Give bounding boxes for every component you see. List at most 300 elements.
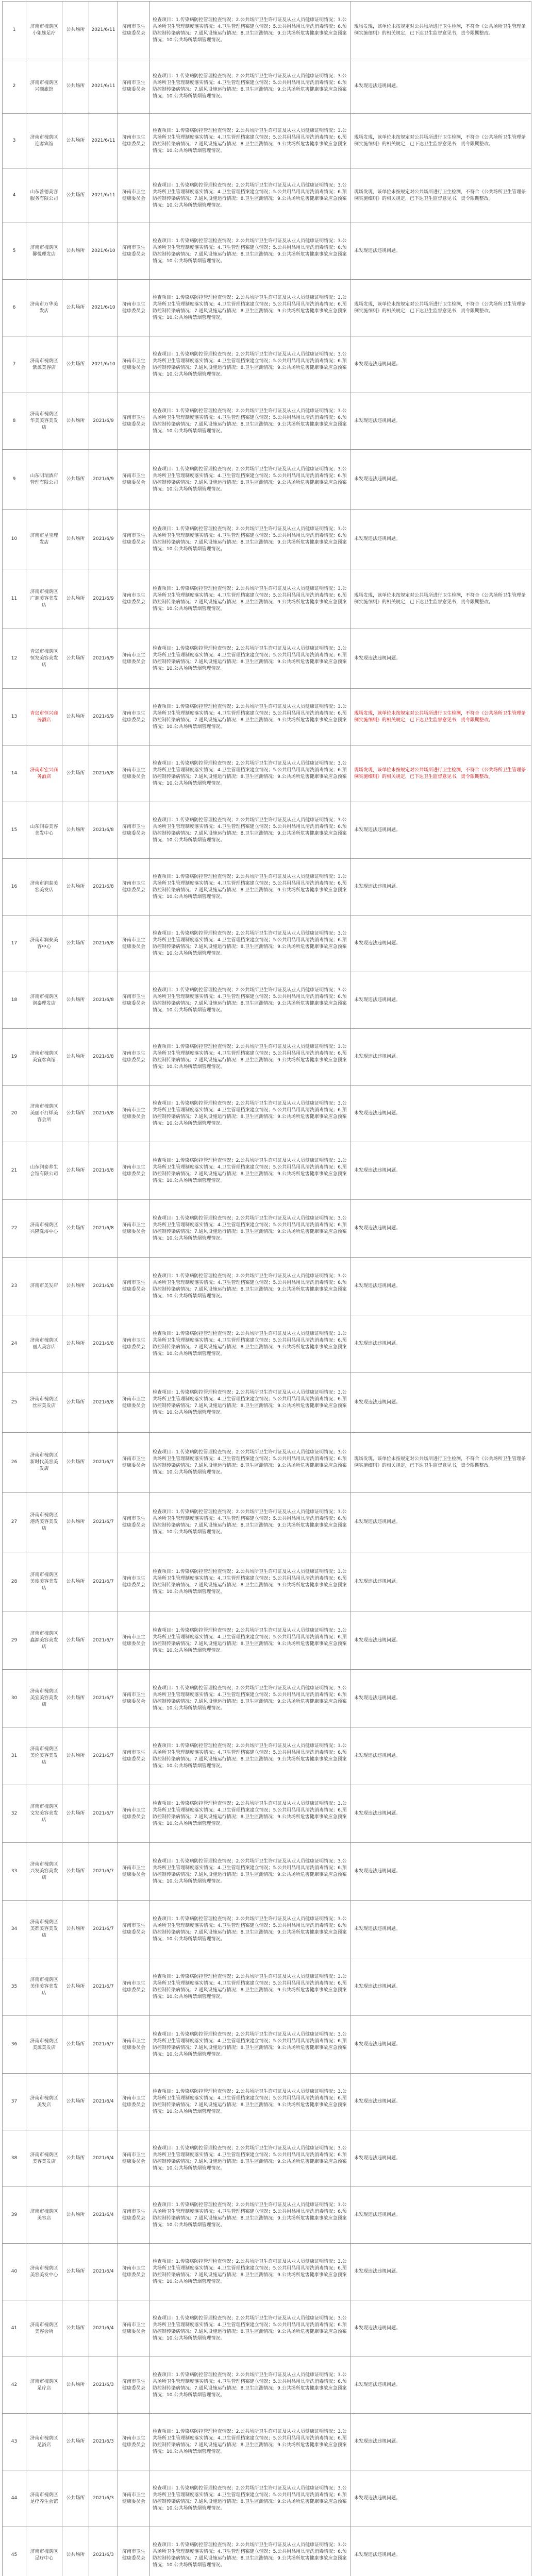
business-type: 公共场所: [62, 1315, 89, 1373]
business-type: 公共场所: [62, 2527, 89, 2576]
business-name: 济南市槐荫区港湾美容美发店: [26, 1493, 62, 1552]
business-name: 济南市槐荫区馨悦理发店: [26, 223, 62, 280]
inspection-date: 2021/6/8: [89, 1142, 118, 1200]
table-body: [3, 2, 531, 2576]
inspecting-agency: 济南市卫生健康委员会: [118, 2470, 150, 2527]
row-number: 39: [3, 2187, 26, 2244]
business-type: 公共场所: [62, 1373, 89, 1433]
table-row: [3, 1200, 531, 1258]
inspection-result: 未发现违法违规问题。: [351, 2527, 531, 2576]
inspection-date: 2021/6/8: [89, 802, 118, 859]
inspection-date: 2021/6/8: [89, 972, 118, 1029]
row-number: 16: [3, 859, 26, 916]
inspection-result: 未发现违法违规问题。: [351, 223, 531, 280]
inspecting-agency: 济南市卫生健康委员会: [118, 1901, 150, 1958]
row-number: 19: [3, 1029, 26, 1086]
inspection-date: 2021/6/7: [89, 1785, 118, 1843]
inspection-date: 2021/6/4: [89, 2187, 118, 2244]
table-row: [3, 1612, 531, 1670]
table-row: [3, 2016, 531, 2074]
inspection-result: 未发现违法违规问题。: [351, 450, 531, 510]
row-number: 11: [3, 569, 26, 629]
business-type: 公共场所: [62, 168, 89, 223]
inspection-result: 未发现违法违规问题。: [351, 859, 531, 916]
inspection-date: 2021/6/8: [89, 1373, 118, 1433]
row-number: 33: [3, 1843, 26, 1901]
table-row: [3, 859, 531, 916]
business-name: 济南市槐荫区丽人美容店: [26, 1315, 62, 1373]
inspection-date: 2021/6/9: [89, 689, 118, 745]
inspection-result: 未发现违法违规问题。: [351, 629, 531, 689]
row-number: 44: [3, 2470, 26, 2527]
inspection-content: 检查项目：1.传染病防控管理检查情况；2.公共场所卫生许可证及从业人员健康证明情况；3.公共场所卫生管理制度落实情况；4.卫生管理档案建立情况；5.公共用品用具清洗消毒情况；6.预防控制传染病情况；7.通风设施运行情况；8.卫生监测情况；9.公共场所危害健康事故应急预案情况；10.公共场所禁烟管理情况。: [150, 510, 351, 569]
table-row: [3, 2527, 531, 2576]
inspecting-agency: 济南市卫生健康委员会: [118, 569, 150, 629]
row-number: 12: [3, 629, 26, 689]
table-row: [3, 689, 531, 745]
inspection-content: 检查项目：1.传染病防控管理检查情况；2.公共场所卫生许可证及从业人员健康证明情况；3.公共场所卫生管理制度落实情况；4.卫生管理档案建立情况；5.公共用品用具清洗消毒情况；6.预防控制传染病情况；7.通风设施运行情况；8.卫生监测情况；9.公共场所危害健康事故应急预案情况；10.公共场所禁烟管理情况。: [150, 1258, 351, 1315]
business-type: 公共场所: [62, 1785, 89, 1843]
inspection-content: 检查项目：1.传染病防控管理检查情况；2.公共场所卫生许可证及从业人员健康证明情况；3.公共场所卫生管理制度落实情况；4.卫生管理档案建立情况；5.公共用品用具清洗消毒情况；6.预防控制传染病情况；7.通风设施运行情况；8.卫生监测情况；9.公共场所危害健康事故应急预案情况；10.公共场所禁烟管理情况。: [150, 450, 351, 510]
inspection-date: 2021/6/7: [89, 1433, 118, 1493]
inspection-content: 检查项目：1.传染病防控管理检查情况；2.公共场所卫生许可证及从业人员健康证明情况；3.公共场所卫生管理制度落实情况；4.卫生管理档案建立情况；5.公共用品用具清洗消毒情况；6.预防控制传染病情况；7.通风设施运行情况；8.卫生监测情况；9.公共场所危害健康事故应急预案情况；10.公共场所禁烟管理情况。: [150, 2357, 351, 2414]
inspecting-agency: 济南市卫生健康委员会: [118, 1433, 150, 1493]
table-row: [3, 510, 531, 569]
inspecting-agency: 济南市卫生健康委员会: [118, 393, 150, 450]
inspection-date: 2021/6/11: [89, 2, 118, 59]
inspecting-agency: 济南市卫生健康委员会: [118, 1315, 150, 1373]
inspecting-agency: 济南市卫生健康委员会: [118, 916, 150, 972]
inspection-date: 2021/6/10: [89, 280, 118, 336]
inspection-result: 未发现违法违规问题。: [351, 802, 531, 859]
business-type: 公共场所: [62, 2, 89, 59]
business-name: 济南市宏兴商务酒店: [26, 745, 62, 802]
inspection-date: 2021/6/8: [89, 859, 118, 916]
business-type: 公共场所: [62, 859, 89, 916]
inspection-date: 2021/6/8: [89, 1029, 118, 1086]
business-type: 公共场所: [62, 1901, 89, 1958]
table-row: [3, 1142, 531, 1200]
business-type: 公共场所: [62, 802, 89, 859]
inspection-result: 未发现违法违规问题。: [351, 1086, 531, 1142]
inspecting-agency: 济南市卫生健康委员会: [118, 2130, 150, 2187]
inspection-result: 未发现违法违规问题。: [351, 2187, 531, 2244]
inspection-content: 检查项目：1.传染病防控管理检查情况；2.公共场所卫生许可证及从业人员健康证明情况；3.公共场所卫生管理制度落实情况；4.卫生管理档案建立情况；5.公共用品用具清洗消毒情况；6.预防控制传染病情况；7.通风设施运行情况；8.卫生监测情况；9.公共场所危害健康事故应急预案情况；10.公共场所禁烟管理情况。: [150, 1086, 351, 1142]
inspection-result: 未发现违法违规问题。: [351, 1843, 531, 1901]
business-type: 公共场所: [62, 1843, 89, 1901]
inspection-date: 2021/6/7: [89, 1901, 118, 1958]
business-type: 公共场所: [62, 223, 89, 280]
inspecting-agency: 济南市卫生健康委员会: [118, 280, 150, 336]
business-name: 济南市槐荫区华美美容美发店: [26, 393, 62, 450]
inspection-content: 检查项目：1.传染病防控管理检查情况；2.公共场所卫生许可证及从业人员健康证明情况；3.公共场所卫生管理制度落实情况；4.卫生管理档案建立情况；5.公共用品用具清洗消毒情况；6.预防控制传染病情况；7.通风设施运行情况；8.卫生监测情况；9.公共场所危害健康事故应急预案情况；10.公共场所禁烟管理情况。: [150, 802, 351, 859]
inspecting-agency: 济南市卫生健康委员会: [118, 223, 150, 280]
row-number: 30: [3, 1670, 26, 1727]
inspection-content: 检查项目：1.传染病防控管理检查情况；2.公共场所卫生许可证及从业人员健康证明情况；3.公共场所卫生管理制度落实情况；4.卫生管理档案建立情况；5.公共用品用具清洗消毒情况；6.预防控制传染病情况；7.通风设施运行情况；8.卫生监测情况；9.公共场所危害健康事故应急预案情况；10.公共场所禁烟管理情况。: [150, 859, 351, 916]
table-row: [3, 1785, 531, 1843]
row-number: 26: [3, 1433, 26, 1493]
row-number: 15: [3, 802, 26, 859]
business-type: 公共场所: [62, 1086, 89, 1142]
table-row: [3, 1315, 531, 1373]
inspection-content: 检查项目：1.传染病防控管理检查情况；2.公共场所卫生许可证及从业人员健康证明情况；3.公共场所卫生管理制度落实情况；4.卫生管理档案建立情况；5.公共用品用具清洗消毒情况；6.预防控制传染病情况；7.通风设施运行情况；8.卫生监测情况；9.公共场所危害健康事故应急预案情况；10.公共场所禁烟管理情况。: [150, 223, 351, 280]
inspection-date: 2021/6/3: [89, 2527, 118, 2576]
inspection-date: 2021/6/11: [89, 168, 118, 223]
inspection-content: 检查项目：1.传染病防控管理检查情况；2.公共场所卫生许可证及从业人员健康证明情况；3.公共场所卫生管理制度落实情况；4.卫生管理档案建立情况；5.公共用品用具清洗消毒情况；6.预防控制传染病情况；7.通风设施运行情况；8.卫生监测情况；9.公共场所危害健康事故应急预案情况；10.公共场所禁烟管理情况。: [150, 1493, 351, 1552]
table-row: [3, 2130, 531, 2187]
business-type: 公共场所: [62, 745, 89, 802]
business-name: 济南市星宝理发店: [26, 510, 62, 569]
table-row: [3, 1029, 531, 1086]
inspection-content: 检查项目：1.传染病防控管理检查情况；2.公共场所卫生许可证及从业人员健康证明情况；3.公共场所卫生管理制度落实情况；4.卫生管理档案建立情况；5.公共用品用具清洗消毒情况；6.预防控制传染病情况；7.通风设施运行情况；8.卫生监测情况；9.公共场所危害健康事故应急预案情况；10.公共场所禁烟管理情况。: [150, 2244, 351, 2300]
row-number: 21: [3, 1142, 26, 1200]
business-type: 公共场所: [62, 114, 89, 168]
business-type: 公共场所: [62, 2187, 89, 2244]
table-row: [3, 745, 531, 802]
inspection-date: 2021/6/4: [89, 2130, 118, 2187]
inspection-content: 检查项目：1.传染病防控管理检查情况；2.公共场所卫生许可证及从业人员健康证明情况；3.公共场所卫生管理制度落实情况；4.卫生管理档案建立情况；5.公共用品用具清洗消毒情况；6.预防控制传染病情况；7.通风设施运行情况；8.卫生监测情况；9.公共场所危害健康事故应急预案情况；10.公共场所禁烟管理情况。: [150, 1200, 351, 1258]
inspection-content: 检查项目：1.传染病防控管理检查情况；2.公共场所卫生许可证及从业人员健康证明情况；3.公共场所卫生管理制度落实情况；4.卫生管理档案建立情况；5.公共用品用具清洗消毒情况；6.预防控制传染病情况；7.通风设施运行情况；8.卫生监测情况；9.公共场所危害健康事故应急预案情况；10.公共场所禁烟管理情况。: [150, 2016, 351, 2074]
inspection-result: 现场发现，该单位未按规定对公共场所进行卫生检测，不符合《公共场所卫生管理条例实施细则》的相关规定，已下达卫生监督意见书，责令限期整改。: [351, 168, 531, 223]
inspection-date: 2021/6/7: [89, 1612, 118, 1670]
inspection-content: 检查项目：1.传染病防控管理检查情况；2.公共场所卫生许可证及从业人员健康证明情况；3.公共场所卫生管理制度落实情况；4.卫生管理档案建立情况；5.公共用品用具清洗消毒情况；6.预防控制传染病情况；7.通风设施运行情况；8.卫生监测情况；9.公共场所危害健康事故应急预案情况；10.公共场所禁烟管理情况。: [150, 1433, 351, 1493]
row-number: 5: [3, 223, 26, 280]
inspection-content: 检查项目：1.传染病防控管理检查情况；2.公共场所卫生许可证及从业人员健康证明情况；3.公共场所卫生管理制度落实情况；4.卫生管理档案建立情况；5.公共用品用具清洗消毒情况；6.预防控制传染病情况；7.通风设施运行情况；8.卫生监测情况；9.公共场所危害健康事故应急预案情况；10.公共场所禁烟管理情况。: [150, 280, 351, 336]
inspecting-agency: 济南市卫生健康委员会: [118, 1843, 150, 1901]
inspecting-agency: 济南市卫生健康委员会: [118, 2300, 150, 2357]
inspection-content: 检查项目：1.传染病防控管理检查情况；2.公共场所卫生许可证及从业人员健康证明情况；3.公共场所卫生管理制度落实情况；4.卫生管理档案建立情况；5.公共用品用具清洗消毒情况；6.预防控制传染病情况；7.通风设施运行情况；8.卫生监测情况；9.公共场所危害健康事故应急预案情况；10.公共场所禁烟管理情况。: [150, 336, 351, 393]
business-name: 济南市润泰美容中心: [26, 916, 62, 972]
table-row: [3, 450, 531, 510]
table-row: [3, 114, 531, 168]
inspecting-agency: 济南市卫生健康委员会: [118, 1086, 150, 1142]
inspection-result: 未发现违法违规问题。: [351, 1727, 531, 1785]
row-number: 23: [3, 1258, 26, 1315]
inspection-result: 未发现违法违规问题。: [351, 2357, 531, 2414]
business-type: 公共场所: [62, 1200, 89, 1258]
inspection-date: 2021/6/9: [89, 629, 118, 689]
business-type: 公共场所: [62, 2074, 89, 2130]
inspection-date: 2021/6/9: [89, 393, 118, 450]
business-name: 青岛市恒兴商务酒店: [26, 689, 62, 745]
inspecting-agency: 济南市卫生健康委员会: [118, 745, 150, 802]
table-row: [3, 1727, 531, 1785]
inspecting-agency: 济南市卫生健康委员会: [118, 2187, 150, 2244]
inspection-date: 2021/6/3: [89, 2357, 118, 2414]
business-type: 公共场所: [62, 2016, 89, 2074]
business-type: 公共场所: [62, 1958, 89, 2016]
row-number: 24: [3, 1315, 26, 1373]
row-number: 37: [3, 2074, 26, 2130]
inspection-result: 未发现违法违规问题。: [351, 2414, 531, 2470]
business-type: 公共场所: [62, 916, 89, 972]
row-number: 38: [3, 2130, 26, 2187]
inspecting-agency: 济南市卫生健康委员会: [118, 2527, 150, 2576]
business-name: 济南市槐荫区丝丽美发店: [26, 1373, 62, 1433]
business-type: 公共场所: [62, 1493, 89, 1552]
row-number: 9: [3, 450, 26, 510]
row-number: 17: [3, 916, 26, 972]
business-name: 济南市槐荫区美源美发店: [26, 2016, 62, 2074]
business-name: 济南市槐荫区兴发美容美发店: [26, 1843, 62, 1901]
inspection-date: 2021/6/8: [89, 1315, 118, 1373]
inspecting-agency: 济南市卫生健康委员会: [118, 1958, 150, 2016]
inspection-content: 检查项目：1.传染病防控管理检查情况；2.公共场所卫生许可证及从业人员健康证明情况；3.公共场所卫生管理制度落实情况；4.卫生管理档案建立情况；5.公共用品用具清洗消毒情况；6.预防控制传染病情况；7.通风设施运行情况；8.卫生监测情况；9.公共场所危害健康事故应急预案情况；10.公共场所禁烟管理情况。: [150, 1142, 351, 1200]
table-row: [3, 1670, 531, 1727]
inspection-result: 未发现违法违规问题。: [351, 1552, 531, 1612]
table-row: [3, 1958, 531, 2016]
inspection-date: 2021/6/4: [89, 2074, 118, 2130]
inspecting-agency: 济南市卫生健康委员会: [118, 168, 150, 223]
inspection-result: 未发现违法违规问题。: [351, 2470, 531, 2527]
inspection-result: 未发现违法违规问题。: [351, 1373, 531, 1433]
business-name: 济南市槐荫区兴顺旅馆: [26, 59, 62, 114]
business-type: 公共场所: [62, 393, 89, 450]
row-number: 40: [3, 2244, 26, 2300]
business-name: 山东明瑞酒店管理有限公司: [26, 450, 62, 510]
business-type: 公共场所: [62, 2130, 89, 2187]
inspection-content: 检查项目：1.传染病防控管理检查情况；2.公共场所卫生许可证及从业人员健康证明情况；3.公共场所卫生管理制度落实情况；4.卫生管理档案建立情况；5.公共用品用具清洗消毒情况；6.预防控制传染病情况；7.通风设施运行情况；8.卫生监测情况；9.公共场所危害健康事故应急预案情况；10.公共场所禁烟管理情况。: [150, 569, 351, 629]
business-name: 济南市万华美发店: [26, 280, 62, 336]
inspecting-agency: 济南市卫生健康委员会: [118, 689, 150, 745]
inspection-result: 未发现违法违规问题。: [351, 59, 531, 114]
business-type: 公共场所: [62, 1552, 89, 1612]
inspecting-agency: 济南市卫生健康委员会: [118, 1200, 150, 1258]
table-row: [3, 2300, 531, 2357]
row-number: 45: [3, 2527, 26, 2576]
row-number: 36: [3, 2016, 26, 2074]
business-name: 济南市槐荫区美佳美容美发店: [26, 1958, 62, 2016]
inspection-result: 未发现违法违规问题。: [351, 1612, 531, 1670]
business-type: 公共场所: [62, 59, 89, 114]
inspection-content: 检查项目：1.传染病防控管理检查情况；2.公共场所卫生许可证及从业人员健康证明情况；3.公共场所卫生管理制度落实情况；4.卫生管理档案建立情况；5.公共用品用具清洗消毒情况；6.预防控制传染病情况；7.通风设施运行情况；8.卫生监测情况；9.公共场所危害健康事故应急预案情况；10.公共场所禁烟管理情况。: [150, 2527, 351, 2576]
table-row: [3, 1901, 531, 1958]
inspection-date: 2021/6/3: [89, 2414, 118, 2470]
table-row: [3, 1258, 531, 1315]
inspection-date: 2021/6/7: [89, 1670, 118, 1727]
table-row: [3, 2244, 531, 2300]
inspection-date: 2021/6/7: [89, 1552, 118, 1612]
business-name: 济南市槐荫区润泰理发店: [26, 972, 62, 1029]
row-number: 10: [3, 510, 26, 569]
row-number: 8: [3, 393, 26, 450]
business-type: 公共场所: [62, 2300, 89, 2357]
inspection-content: 检查项目：1.传染病防控管理检查情况；2.公共场所卫生许可证及从业人员健康证明情况；3.公共场所卫生管理制度落实情况；4.卫生管理档案建立情况；5.公共用品用具清洗消毒情况；6.预防控制传染病情况；7.通风设施运行情况；8.卫生监测情况；9.公共场所危害健康事故应急预案情况；10.公共场所禁烟管理情况。: [150, 168, 351, 223]
inspecting-agency: 济南市卫生健康委员会: [118, 1785, 150, 1843]
inspection-result: 未发现违法违规问题。: [351, 1315, 531, 1373]
inspecting-agency: 济南市卫生健康委员会: [118, 2414, 150, 2470]
inspection-result: 未发现违法违规问题。: [351, 1493, 531, 1552]
inspection-content: 检查项目：1.传染病防控管理检查情况；2.公共场所卫生许可证及从业人员健康证明情况；3.公共场所卫生管理制度落实情况；4.卫生管理档案建立情况；5.公共用品用具清洗消毒情况；6.预防控制传染病情况；7.通风设施运行情况；8.卫生监测情况；9.公共场所危害健康事故应急预案情况；10.公共场所禁烟管理情况。: [150, 2187, 351, 2244]
business-type: 公共场所: [62, 1258, 89, 1315]
business-name: 济南市槐荫区鑫源美容美发店: [26, 1612, 62, 1670]
inspection-result: 现场发现，该单位未按规定对公共场所进行卫生检测，不符合《公共场所卫生管理条例实施细则》的相关规定，已下达卫生监督意见书，责令限期整改。: [351, 1433, 531, 1493]
inspection-content: 检查项目：1.传染病防控管理检查情况；2.公共场所卫生许可证及从业人员健康证明情况；3.公共场所卫生管理制度落实情况；4.卫生管理档案建立情况；5.公共用品用具清洗消毒情况；6.预防控制传染病情况；7.通风设施运行情况；8.卫生监测情况；9.公共场所危害健康事故应急预案情况；10.公共场所禁烟管理情况。: [150, 1843, 351, 1901]
business-name: 济南市槐荫区美伦美容美发店: [26, 1727, 62, 1785]
row-number: 7: [3, 336, 26, 393]
inspecting-agency: 济南市卫生健康委员会: [118, 59, 150, 114]
business-name: 济南市槐荫区紫源美容店: [26, 336, 62, 393]
business-type: 公共场所: [62, 2244, 89, 2300]
inspection-content: 检查项目：1.传染病防控管理检查情况；2.公共场所卫生许可证及从业人员健康证明情况；3.公共场所卫生管理制度落实情况；4.卫生管理档案建立情况；5.公共用品用具清洗消毒情况；6.预防控制传染病情况；7.通风设施运行情况；8.卫生监测情况；9.公共场所危害健康事故应急预案情况；10.公共场所禁烟管理情况。: [150, 393, 351, 450]
business-type: 公共场所: [62, 280, 89, 336]
row-number: 3: [3, 114, 26, 168]
inspecting-agency: 济南市卫生健康委员会: [118, 2244, 150, 2300]
inspection-content: 检查项目：1.传染病防控管理检查情况；2.公共场所卫生许可证及从业人员健康证明情况；3.公共场所卫生管理制度落实情况；4.卫生管理档案建立情况；5.公共用品用具清洗消毒情况；6.预防控制传染病情况；7.通风设施运行情况；8.卫生监测情况；9.公共场所危害健康事故应急预案情况；10.公共场所禁烟管理情况。: [150, 1958, 351, 2016]
inspection-content: 检查项目：1.传染病防控管理检查情况；2.公共场所卫生许可证及从业人员健康证明情况；3.公共场所卫生管理制度落实情况；4.卫生管理档案建立情况；5.公共用品用具清洗消毒情况；6.预防控制传染病情况；7.通风设施运行情况；8.卫生监测情况；9.公共场所危害健康事故应急预案情况；10.公共场所禁烟管理情况。: [150, 2074, 351, 2130]
business-name: 济南市润泰美容美发店: [26, 859, 62, 916]
business-name: 济南市槐荫区足疗店: [26, 2357, 62, 2414]
row-number: 6: [3, 280, 26, 336]
inspection-date: 2021/6/8: [89, 1258, 118, 1315]
inspection-content: 检查项目：1.传染病防控管理检查情况；2.公共场所卫生许可证及从业人员健康证明情况；3.公共场所卫生管理制度落实情况；4.卫生管理档案建立情况；5.公共用品用具清洗消毒情况；6.预防控制传染病情况；7.通风设施运行情况；8.卫生监测情况；9.公共场所危害健康事故应急预案情况；10.公共场所禁烟管理情况。: [150, 1901, 351, 1958]
inspection-result: 未发现违法违规问题。: [351, 972, 531, 1029]
inspection-result: 未发现违法违规问题。: [351, 2130, 531, 2187]
business-name: 山东润泰美容美发中心: [26, 802, 62, 859]
business-type: 公共场所: [62, 1670, 89, 1727]
inspection-content: 检查项目：1.传染病防控管理检查情况；2.公共场所卫生许可证及从业人员健康证明情况；3.公共场所卫生管理制度落实情况；4.卫生管理档案建立情况；5.公共用品用具清洗消毒情况；6.预防控制传染病情况；7.通风设施运行情况；8.卫生监测情况；9.公共场所危害健康事故应急预案情况；10.公共场所禁烟管理情况。: [150, 1029, 351, 1086]
business-type: 公共场所: [62, 1727, 89, 1785]
inspection-result: 未发现违法违规问题。: [351, 510, 531, 569]
business-name: 济南市槐荫区美容店: [26, 2187, 62, 2244]
business-name: 济南市槐荫区美丽不打烊美容会所: [26, 1086, 62, 1142]
row-number: 18: [3, 972, 26, 1029]
inspecting-agency: 济南市卫生健康委员会: [118, 1727, 150, 1785]
business-name: 济南市槐荫区美发店: [26, 2074, 62, 2130]
business-name: 济南市槐荫区广源美容美发店: [26, 569, 62, 629]
inspecting-agency: 济南市卫生健康委员会: [118, 510, 150, 569]
table-row: [3, 2470, 531, 2527]
inspection-result: 未发现违法违规问题。: [351, 1958, 531, 2016]
row-number: 14: [3, 745, 26, 802]
inspection-content: 检查项目：1.传染病防控管理检查情况；2.公共场所卫生许可证及从业人员健康证明情况；3.公共场所卫生管理制度落实情况；4.卫生管理档案建立情况；5.公共用品用具清洗消毒情况；6.预防控制传染病情况；7.通风设施运行情况；8.卫生监测情况；9.公共场所危害健康事故应急预案情况；10.公共场所禁烟管理情况。: [150, 2, 351, 59]
business-name: 济南市槐荫区美宜客宾馆: [26, 1029, 62, 1086]
inspection-result: 未发现违法违规问题。: [351, 336, 531, 393]
row-number: 32: [3, 1785, 26, 1843]
inspection-result: 现场发现，该单位未按规定对公共场所进行卫生检测，不符合《公共场所卫生管理条例实施细则》的相关规定，已下达卫生监督意见书，责令限期整改。: [351, 114, 531, 168]
inspection-results-table: [2, 1, 531, 2576]
row-number: 41: [3, 2300, 26, 2357]
business-name: 济南市槐荫区美度美容美发店: [26, 1552, 62, 1612]
inspection-date: 2021/6/8: [89, 745, 118, 802]
row-number: 28: [3, 1552, 26, 1612]
business-name: 济南市美发店: [26, 1258, 62, 1315]
inspection-date: 2021/6/7: [89, 1958, 118, 2016]
row-number: 2: [3, 59, 26, 114]
business-type: 公共场所: [62, 1029, 89, 1086]
table-row: [3, 393, 531, 450]
business-type: 公共场所: [62, 689, 89, 745]
inspection-content: 检查项目：1.传染病防控管理检查情况；2.公共场所卫生许可证及从业人员健康证明情况；3.公共场所卫生管理制度落实情况；4.卫生管理档案建立情况；5.公共用品用具清洗消毒情况；6.预防控制传染病情况；7.通风设施运行情况；8.卫生监测情况；9.公共场所危害健康事故应急预案情况；10.公共场所禁烟管理情况。: [150, 689, 351, 745]
row-number: 22: [3, 1200, 26, 1258]
table-row: [3, 629, 531, 689]
inspecting-agency: 济南市卫生健康委员会: [118, 2, 150, 59]
inspection-result: 未发现违法违规问题。: [351, 2074, 531, 2130]
table-row: [3, 2357, 531, 2414]
business-name: 济南市槐荫区美都美容美发店: [26, 1901, 62, 1958]
business-type: 公共场所: [62, 629, 89, 689]
inspection-result: 未发现违法违规问题。: [351, 1785, 531, 1843]
inspecting-agency: 济南市卫生健康委员会: [118, 1552, 150, 1612]
inspection-result: 现场发现，该单位未按规定对公共场所进行卫生检测，不符合《公共场所卫生管理条例实施细则》的相关规定，已下达卫生监督意见书，责令限期整改。: [351, 745, 531, 802]
business-name: 济南市槐荫区美容会所: [26, 2300, 62, 2357]
inspection-content: 检查项目：1.传染病防控管理检查情况；2.公共场所卫生许可证及从业人员健康证明情况；3.公共场所卫生管理制度落实情况；4.卫生管理档案建立情况；5.公共用品用具清洗消毒情况；6.预防控制传染病情况；7.通风设施运行情况；8.卫生监测情况；9.公共场所危害健康事故应急预案情况；10.公共场所禁烟管理情况。: [150, 972, 351, 1029]
business-name: 山东润泰养生会馆有限公司: [26, 1142, 62, 1200]
inspection-date: 2021/6/7: [89, 1727, 118, 1785]
business-name: 济南市槐荫区足疗中心: [26, 2527, 62, 2576]
table-row: [3, 972, 531, 1029]
inspecting-agency: 济南市卫生健康委员会: [118, 1142, 150, 1200]
inspection-date: 2021/6/4: [89, 2244, 118, 2300]
inspecting-agency: 济南市卫生健康委员会: [118, 1493, 150, 1552]
table-row: [3, 2, 531, 59]
business-name: 济南市槐荫区迎客宾馆: [26, 114, 62, 168]
row-number: 43: [3, 2414, 26, 2470]
inspection-content: 检查项目：1.传染病防控管理检查情况；2.公共场所卫生许可证及从业人员健康证明情况；3.公共场所卫生管理制度落实情况；4.卫生管理档案建立情况；5.公共用品用具清洗消毒情况；6.预防控制传染病情况；7.通风设施运行情况；8.卫生监测情况；9.公共场所危害健康事故应急预案情况；10.公共场所禁烟管理情况。: [150, 1552, 351, 1612]
inspection-content: 检查项目：1.传染病防控管理检查情况；2.公共场所卫生许可证及从业人员健康证明情况；3.公共场所卫生管理制度落实情况；4.卫生管理档案建立情况；5.公共用品用具清洗消毒情况；6.预防控制传染病情况；7.通风设施运行情况；8.卫生监测情况；9.公共场所危害健康事故应急预案情况；10.公共场所禁烟管理情况。: [150, 2300, 351, 2357]
inspection-content: 检查项目：1.传染病防控管理检查情况；2.公共场所卫生许可证及从业人员健康证明情况；3.公共场所卫生管理制度落实情况；4.卫生管理档案建立情况；5.公共用品用具清洗消毒情况；6.预防控制传染病情况；7.通风设施运行情况；8.卫生监测情况；9.公共场所危害健康事故应急预案情况；10.公共场所禁烟管理情况。: [150, 629, 351, 689]
inspection-content: 检查项目：1.传染病防控管理检查情况；2.公共场所卫生许可证及从业人员健康证明情况；3.公共场所卫生管理制度落实情况；4.卫生管理档案建立情况；5.公共用品用具清洗消毒情况；6.预防控制传染病情况；7.通风设施运行情况；8.卫生监测情况；9.公共场所危害健康事故应急预案情况；10.公共场所禁烟管理情况。: [150, 2414, 351, 2470]
table-row: [3, 1373, 531, 1433]
table-row: [3, 2414, 531, 2470]
inspecting-agency: 济南市卫生健康委员会: [118, 972, 150, 1029]
business-type: 公共场所: [62, 1433, 89, 1493]
inspection-content: 检查项目：1.传染病防控管理检查情况；2.公共场所卫生许可证及从业人员健康证明情况；3.公共场所卫生管理制度落实情况；4.卫生管理档案建立情况；5.公共用品用具清洗消毒情况；6.预防控制传染病情况；7.通风设施运行情况；8.卫生监测情况；9.公共场所危害健康事故应急预案情况；10.公共场所禁烟管理情况。: [150, 916, 351, 972]
inspection-result: 现场发现，该单位未按规定对公共场所进行卫生检测，不符合《公共场所卫生管理条例实施细则》的相关规定，已下达卫生监督意见书，责令限期整改。: [351, 280, 531, 336]
inspection-result: 未发现违法违规问题。: [351, 1901, 531, 1958]
table-row: [3, 1433, 531, 1493]
inspection-result: 现场发现，该单位未按规定对公共场所进行卫生检测，不符合《公共场所卫生管理条例实施细则》的相关规定，已下达卫生监督意见书，责令限期整改。: [351, 569, 531, 629]
inspection-content: 检查项目：1.传染病防控管理检查情况；2.公共场所卫生许可证及从业人员健康证明情况；3.公共场所卫生管理制度落实情况；4.卫生管理档案建立情况；5.公共用品用具清洗消毒情况；6.预防控制传染病情况；7.通风设施运行情况；8.卫生监测情况；9.公共场所危害健康事故应急预案情况；10.公共场所禁烟管理情况。: [150, 1612, 351, 1670]
inspection-date: 2021/6/9: [89, 569, 118, 629]
inspection-result: 未发现违法违规问题。: [351, 2244, 531, 2300]
business-name: 济南市槐荫区足浴店: [26, 2414, 62, 2470]
table-row: [3, 1086, 531, 1142]
row-number: 31: [3, 1727, 26, 1785]
inspecting-agency: 济南市卫生健康委员会: [118, 1373, 150, 1433]
table-row: [3, 916, 531, 972]
inspecting-agency: 济南市卫生健康委员会: [118, 2074, 150, 2130]
business-name: 济南市槐荫区小姐妹足疗: [26, 2, 62, 59]
inspection-content: 检查项目：1.传染病防控管理检查情况；2.公共场所卫生许可证及从业人员健康证明情况；3.公共场所卫生管理制度落实情况；4.卫生管理档案建立情况；5.公共用品用具清洗消毒情况；6.预防控制传染病情况；7.通风设施运行情况；8.卫生监测情况；9.公共场所危害健康事故应急预案情况；10.公共场所禁烟管理情况。: [150, 59, 351, 114]
table-row: [3, 1552, 531, 1612]
row-number: 42: [3, 2357, 26, 2414]
inspection-date: 2021/6/11: [89, 59, 118, 114]
inspection-content: 检查项目：1.传染病防控管理检查情况；2.公共场所卫生许可证及从业人员健康证明情况；3.公共场所卫生管理制度落实情况；4.卫生管理档案建立情况；5.公共用品用具清洗消毒情况；6.预防控制传染病情况；7.通风设施运行情况；8.卫生监测情况；9.公共场所危害健康事故应急预案情况；10.公共场所禁烟管理情况。: [150, 1373, 351, 1433]
inspection-date: 2021/6/8: [89, 916, 118, 972]
inspecting-agency: 济南市卫生健康委员会: [118, 802, 150, 859]
inspection-result: 现场发现，该单位未按规定对公共场所进行卫生检测，不符合《公共场所卫生管理条例实施细则》的相关规定，已下达卫生监督意见书，责令限期整改。: [351, 2, 531, 59]
inspection-content: 检查项目：1.传染病防控管理检查情况；2.公共场所卫生许可证及从业人员健康证明情况；3.公共场所卫生管理制度落实情况；4.卫生管理档案建立情况；5.公共用品用具清洗消毒情况；6.预防控制传染病情况；7.通风设施运行情况；8.卫生监测情况；9.公共场所危害健康事故应急预案情况；10.公共场所禁烟管理情况。: [150, 1727, 351, 1785]
inspection-content: 检查项目：1.传染病防控管理检查情况；2.公共场所卫生许可证及从业人员健康证明情况；3.公共场所卫生管理制度落实情况；4.卫生管理档案建立情况；5.公共用品用具清洗消毒情况；6.预防控制传染病情况；7.通风设施运行情况；8.卫生监测情况；9.公共场所危害健康事故应急预案情况；10.公共场所禁烟管理情况。: [150, 2130, 351, 2187]
business-type: 公共场所: [62, 336, 89, 393]
inspection-content: 检查项目：1.传染病防控管理检查情况；2.公共场所卫生许可证及从业人员健康证明情况；3.公共场所卫生管理制度落实情况；4.卫生管理档案建立情况；5.公共用品用具清洗消毒情况；6.预防控制传染病情况；7.通风设施运行情况；8.卫生监测情况；9.公共场所危害健康事故应急预案情况；10.公共场所禁烟管理情况。: [150, 1315, 351, 1373]
table-row: [3, 168, 531, 223]
inspection-result: 未发现违法违规问题。: [351, 1029, 531, 1086]
business-type: 公共场所: [62, 1142, 89, 1200]
row-number: 4: [3, 168, 26, 223]
table-row: [3, 2074, 531, 2130]
inspecting-agency: 济南市卫生健康委员会: [118, 2357, 150, 2414]
table-row: [3, 336, 531, 393]
business-name: 济南市槐荫区美容美发中心: [26, 2244, 62, 2300]
table-row: [3, 1493, 531, 1552]
table-row: [3, 280, 531, 336]
business-name: 山东善德美容服务有限公司: [26, 168, 62, 223]
inspection-date: 2021/6/8: [89, 1086, 118, 1142]
business-type: 公共场所: [62, 2414, 89, 2470]
business-name: 济南市槐荫区文发美容美发店: [26, 1785, 62, 1843]
